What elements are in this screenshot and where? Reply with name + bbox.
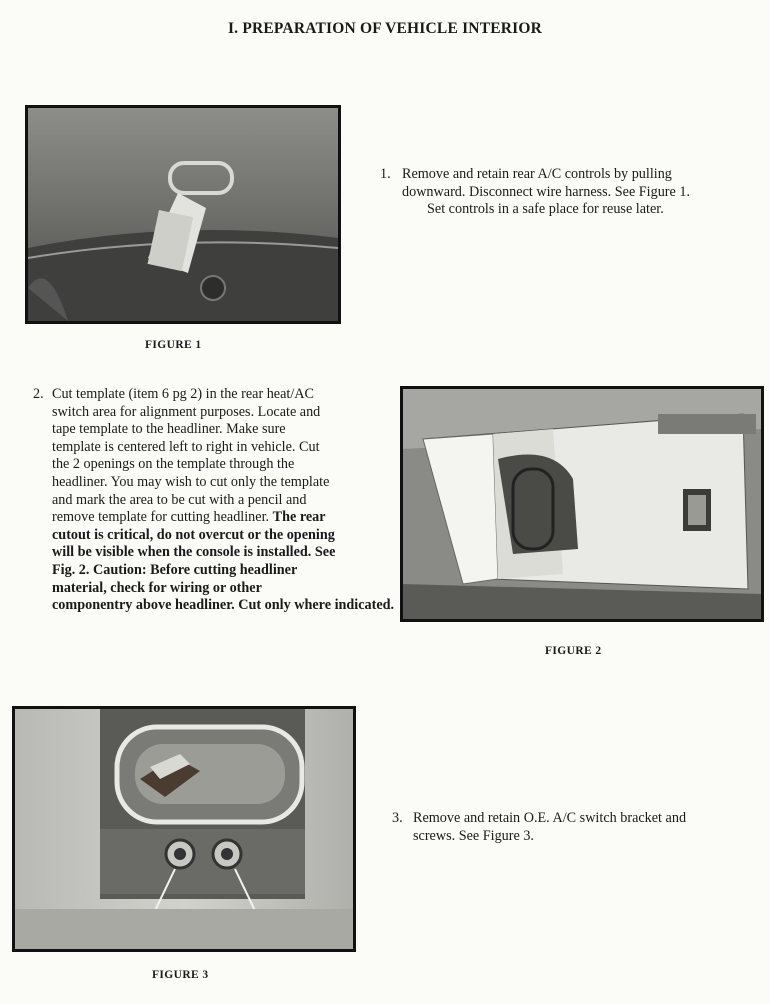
step-1 (380, 166, 750, 219)
step-1-line: Remove and retain rear A/C controls by pulling (402, 166, 672, 182)
page-title: I. PREPARATION OF VEHICLE INTERIOR (227, 20, 543, 37)
step-2-warning-line: componentry above headliner. Cut only where indicated. (52, 597, 395, 614)
step-2-warning-line: cutout is critical, do not overcut or the opening (52, 526, 335, 543)
figure-1-photo (25, 105, 341, 324)
step-3-number: 3. (392, 810, 403, 826)
step-3 (392, 810, 752, 845)
step-3-line: Remove and retain O.E. A/C switch bracket and (413, 810, 687, 826)
figure-2-caption: FIGURE 2 (545, 645, 602, 657)
step-2-line: template is centered left to right in vehicle. Cut (52, 438, 320, 455)
step-2-line: the 2 openings on the template through the (52, 456, 295, 473)
step-2-line: switch area for alignment purposes. Locate and (52, 403, 321, 420)
step-2-number: 2. (33, 386, 44, 402)
step-2-warning: The rear (272, 509, 326, 526)
step-1-line: downward. Disconnect wire harness. See Figure 1. (402, 183, 691, 200)
step-2-warning-line: Fig. 2. Caution: Before cutting headliner (52, 561, 298, 578)
step-2-warning-line: will be visible when the console is installed. See (52, 544, 336, 561)
step-3-line: screws. See Figure 3. (413, 827, 534, 844)
step-2-line: and mark the area to be cut with a pencil and (52, 491, 307, 508)
figure-2-photo (400, 386, 764, 622)
figure-3-caption: FIGURE 3 (152, 969, 209, 981)
step-2-line: headliner. You may wish to cut only the template (52, 473, 330, 490)
figure-1-caption: FIGURE 1 (145, 339, 202, 351)
figure-3-photo (12, 706, 356, 952)
step-2-line: tape template to the headliner. Make sure (52, 421, 286, 438)
step-1-number: 1. (380, 166, 391, 182)
step-2-line: Cut template (item 6 pg 2) in the rear heat/AC (52, 386, 314, 402)
step-2-text: remove template for cutting headliner. (52, 509, 270, 526)
step-2-warning-line: material, check for wiring or other (52, 579, 262, 596)
step-1-line: Set controls in a safe place for reuse later. (427, 201, 664, 218)
